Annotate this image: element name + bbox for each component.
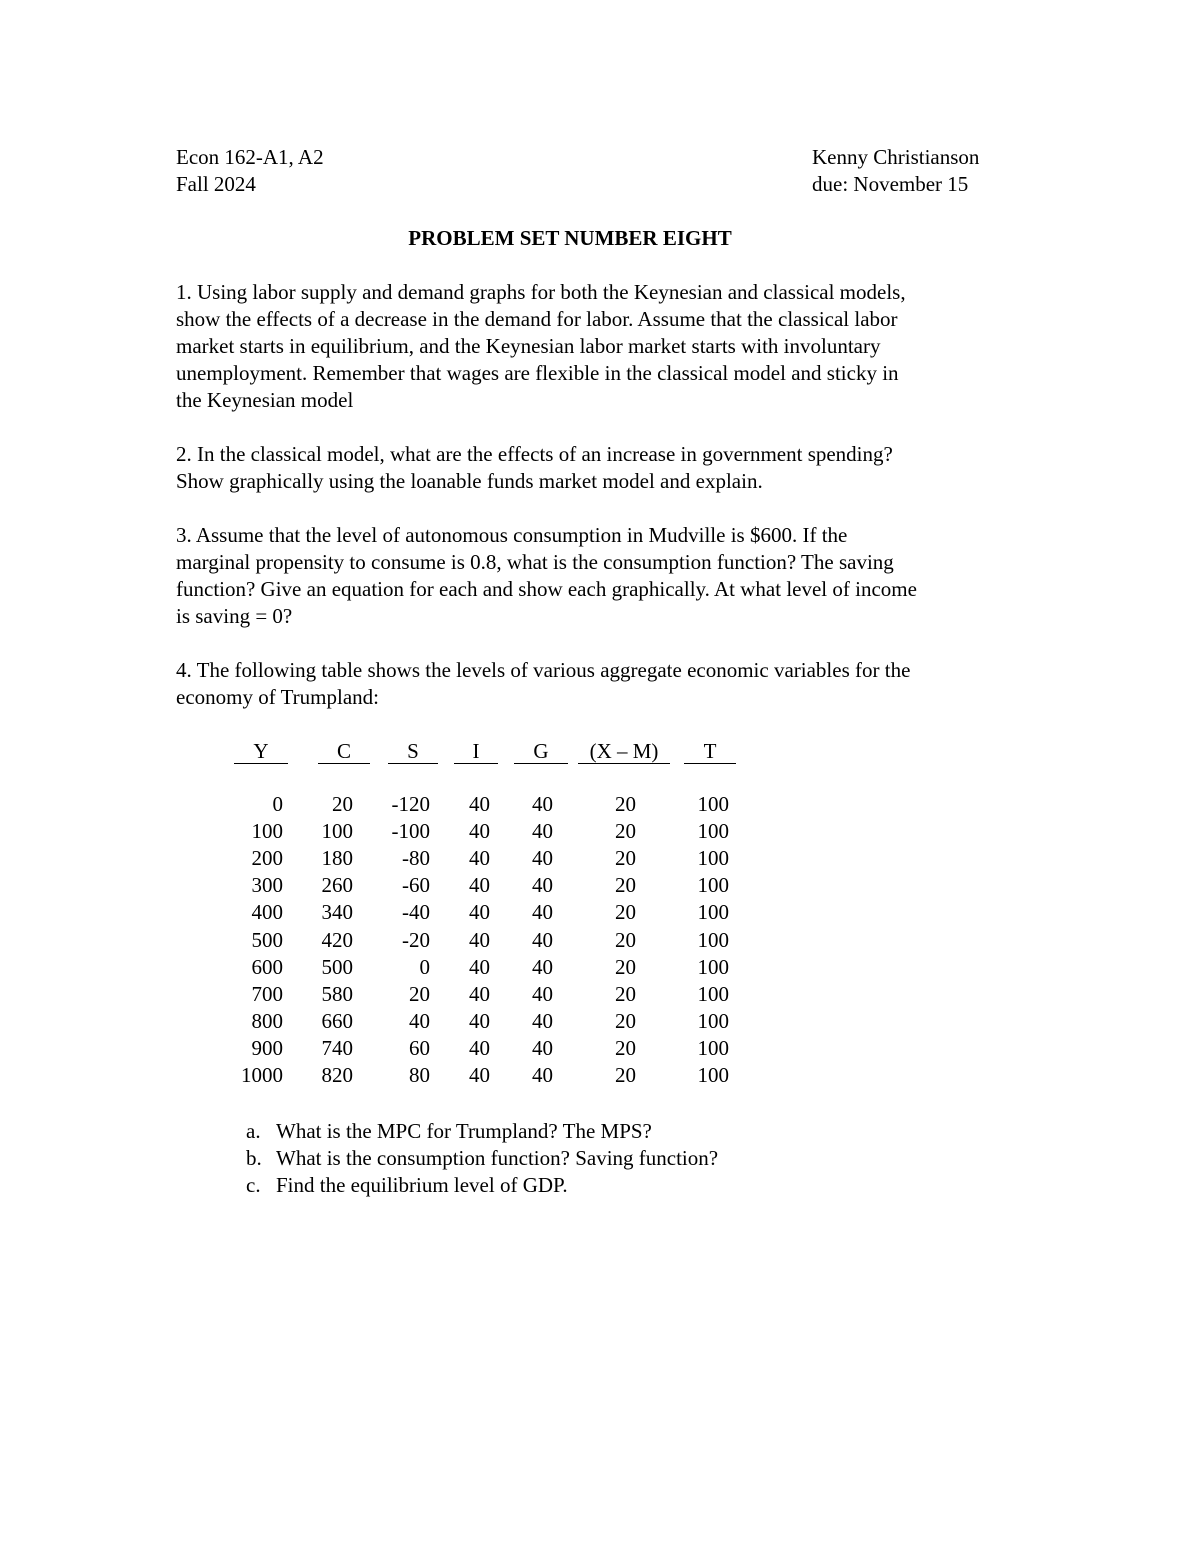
question-1: 1. Using labor supply and demand graphs for both the Keynesian and classical models, show the effects of a decrease in the demand for labor. Assume that the classical labor market starts in equilibrium, and the Keynesian labor market starts with involuntary unemployment. Remember that wages are flexible in the classical model and sticky in the Keynesian model — [176, 280, 906, 412]
table-cell: 100 — [251, 819, 283, 843]
subquestion-text: What is the MPC for Trumpland? The MPS? — [276, 1119, 652, 1143]
table-cell: 0 — [419, 955, 430, 979]
table-cell: 40 — [532, 792, 553, 816]
table-cell: 40 — [532, 873, 553, 897]
table-cell: 40 — [469, 1063, 490, 1087]
column-header: C — [318, 739, 370, 764]
table-cell: 40 — [469, 955, 490, 979]
table-cell: 100 — [697, 955, 729, 979]
table-cell: 100 — [697, 792, 729, 816]
table-cell: 20 — [615, 846, 636, 870]
table-cell: -20 — [402, 928, 430, 952]
column-header: G — [514, 739, 568, 764]
table-cell: 40 — [532, 1063, 553, 1087]
table-cell: 40 — [469, 873, 490, 897]
table-cell: 660 — [321, 1009, 353, 1033]
table-cell: 40 — [469, 792, 490, 816]
table-cell: 340 — [321, 900, 353, 924]
table-cell: 740 — [321, 1036, 353, 1060]
table-cell: 40 — [532, 982, 553, 1006]
table-cell: 200 — [251, 846, 283, 870]
table-cell: 300 — [251, 873, 283, 897]
table-cell: 40 — [532, 1036, 553, 1060]
table-cell: -120 — [391, 792, 430, 816]
table-cell: 40 — [532, 846, 553, 870]
table-cell: 260 — [321, 873, 353, 897]
column-header: T — [684, 739, 736, 764]
table-cell: 100 — [697, 982, 729, 1006]
instructor-header — [812, 144, 979, 198]
question-2: 2. In the classical model, what are the effects of an increase in government spending? Show graphically using the loanable funds market model and explain. — [176, 442, 893, 493]
table-cell: 20 — [615, 1036, 636, 1060]
table-cell: 20 — [615, 1009, 636, 1033]
subquestion-text: Find the equilibrium level of GDP. — [276, 1173, 568, 1197]
course-header — [176, 144, 324, 198]
table-cell: 100 — [697, 1009, 729, 1033]
table-cell: 100 — [697, 846, 729, 870]
due-date: due: November 15 — [812, 172, 969, 196]
subquestion-label: c. — [246, 1173, 261, 1197]
table-cell: 600 — [251, 955, 283, 979]
table-cell: 20 — [615, 819, 636, 843]
subquestion-item — [246, 1145, 718, 1172]
table-cell: 40 — [469, 1036, 490, 1060]
course-name: Econ 162-A1, A2 — [176, 145, 324, 169]
column-header: S — [388, 739, 438, 764]
table-cell: 100 — [697, 928, 729, 952]
table-cell: 60 — [409, 1036, 430, 1060]
column-header: (X – M) — [578, 739, 670, 764]
table-cell: 100 — [697, 819, 729, 843]
subquestion-item — [246, 1172, 568, 1199]
question-4: 4. The following table shows the levels of various aggregate economic variables for the economy of Trumpland: — [176, 658, 911, 709]
table-cell: 100 — [697, 873, 729, 897]
table-cell: 180 — [321, 846, 353, 870]
table-cell: 40 — [532, 819, 553, 843]
table-cell: 420 — [321, 928, 353, 952]
table-cell: 100 — [697, 1036, 729, 1060]
table-cell: -80 — [402, 846, 430, 870]
table-cell: 40 — [469, 900, 490, 924]
table-cell: 20 — [409, 982, 430, 1006]
table-cell: 20 — [615, 792, 636, 816]
table-cell: 100 — [697, 900, 729, 924]
subquestion-label: b. — [246, 1146, 262, 1170]
instructor-name: Kenny Christianson — [812, 145, 980, 169]
term: Fall 2024 — [176, 172, 256, 196]
table-cell: 20 — [615, 955, 636, 979]
table-cell: 20 — [332, 792, 353, 816]
table-cell: 800 — [251, 1009, 283, 1033]
column-header: Y — [234, 739, 288, 764]
table-cell: 40 — [532, 900, 553, 924]
subquestion-text: What is the consumption function? Saving function? — [276, 1146, 719, 1170]
table-cell: 20 — [615, 873, 636, 897]
table-cell: 20 — [615, 1063, 636, 1087]
table-cell: 700 — [251, 982, 283, 1006]
table-cell: 820 — [321, 1063, 353, 1087]
table-cell: 900 — [251, 1036, 283, 1060]
table-cell: -40 — [402, 900, 430, 924]
table-cell: 40 — [532, 1009, 553, 1033]
subquestion-label: a. — [246, 1119, 261, 1143]
table-cell: 100 — [697, 1063, 729, 1087]
table-cell: 40 — [532, 955, 553, 979]
table-cell: 20 — [615, 982, 636, 1006]
table-cell: -60 — [402, 873, 430, 897]
table-cell: 0 — [272, 792, 283, 816]
subquestion-item — [246, 1118, 652, 1145]
table-cell: 500 — [321, 955, 353, 979]
table-cell: 40 — [469, 819, 490, 843]
table-cell: 40 — [532, 928, 553, 952]
table-cell: 40 — [409, 1009, 430, 1033]
table-cell: 1000 — [241, 1063, 283, 1087]
question-3: 3. Assume that the level of autonomous consumption in Mudville is $600. If the marginal propensity to consume is 0.8, what is the consumption function? The saving function? Give an equation for each and show each graphically. At what level of income is saving = 0? — [176, 523, 917, 628]
table-cell: 40 — [469, 928, 490, 952]
table-cell: 100 — [321, 819, 353, 843]
column-header: I — [454, 739, 498, 764]
table-cell: 80 — [409, 1063, 430, 1087]
table-cell: -100 — [391, 819, 430, 843]
page-title: PROBLEM SET NUMBER EIGHT — [408, 226, 732, 250]
table-cell: 40 — [469, 846, 490, 870]
table-cell: 580 — [321, 982, 353, 1006]
table-cell: 20 — [615, 928, 636, 952]
table-cell: 40 — [469, 1009, 490, 1033]
table-cell: 20 — [615, 900, 636, 924]
table-cell: 40 — [469, 982, 490, 1006]
table-cell: 400 — [251, 900, 283, 924]
table-cell: 500 — [251, 928, 283, 952]
